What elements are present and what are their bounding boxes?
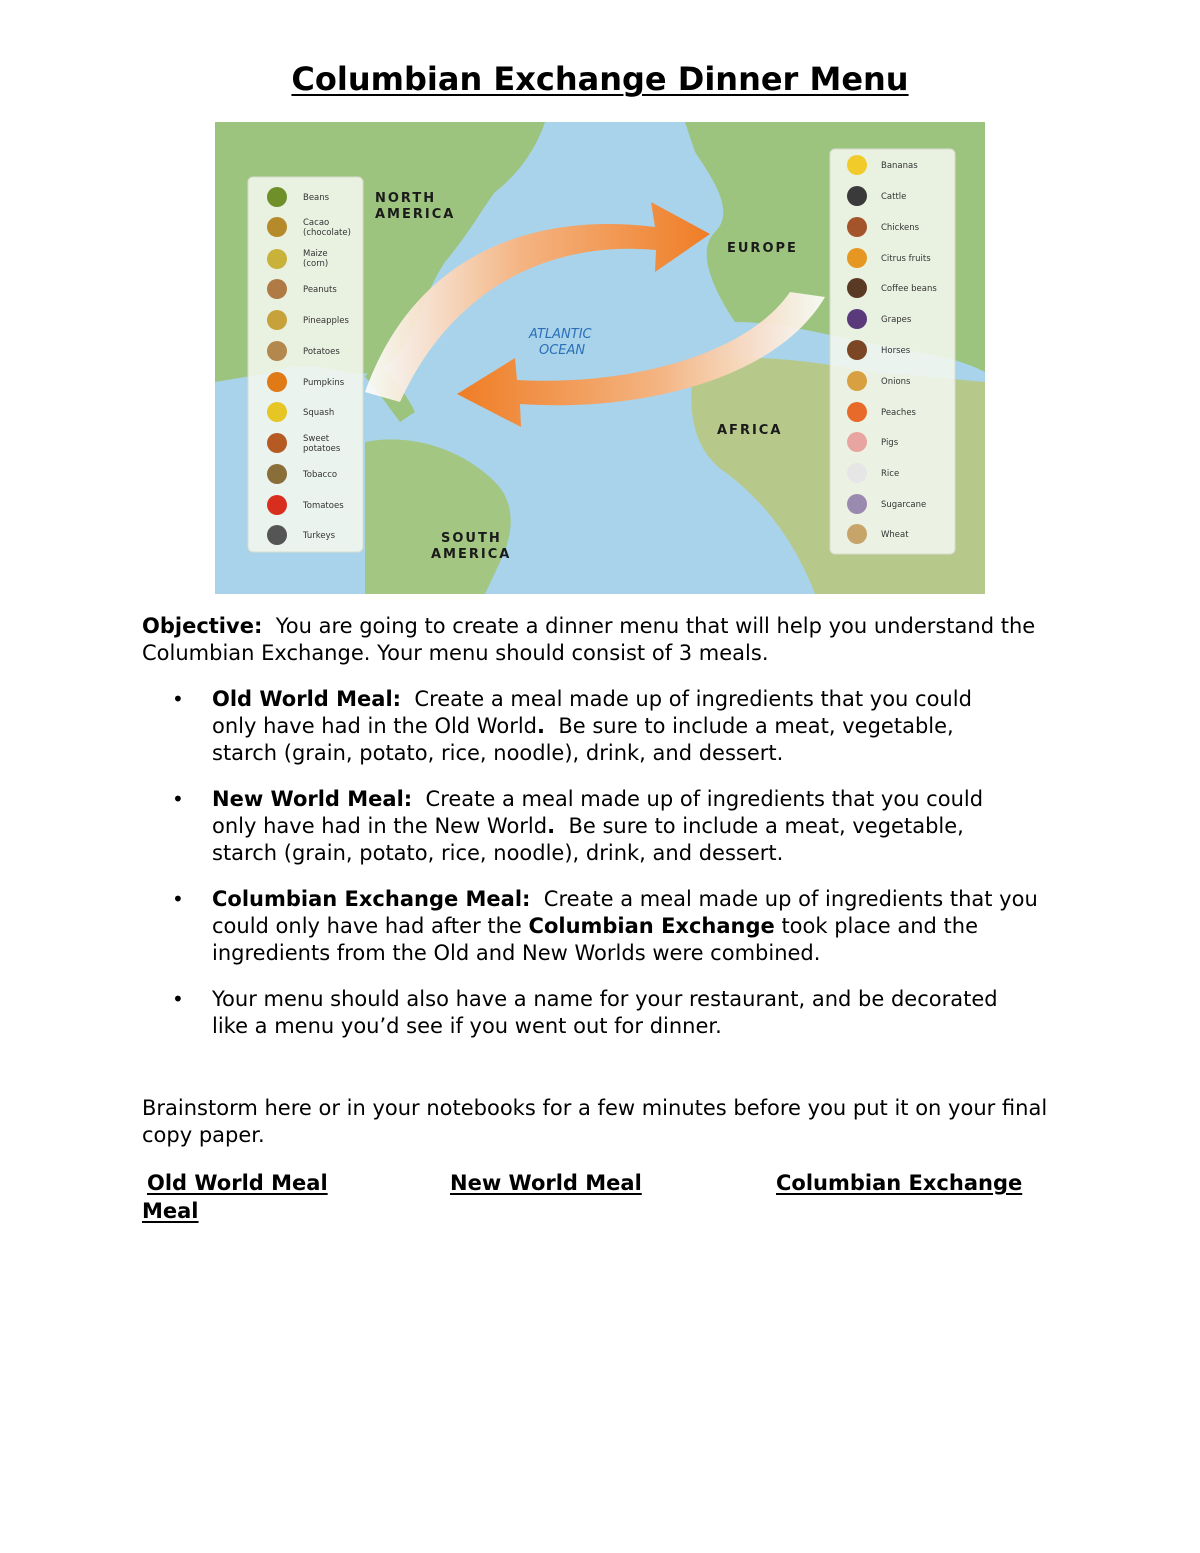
list-item-new-world: [142, 786, 1012, 867]
horse-icon: [847, 340, 867, 360]
food-label: Turkeys: [303, 531, 336, 541]
food-label: Beans: [303, 193, 330, 203]
food-label: Tomatoes: [303, 501, 344, 511]
objective-paragraph: [142, 613, 1062, 667]
region-label-north: NORTH: [375, 191, 437, 206]
column-heading-old-world: Old World Meal: [147, 1171, 328, 1195]
wheat-icon: [847, 524, 867, 544]
pig-icon: [847, 432, 867, 452]
sweet-potato-icon: [267, 433, 287, 453]
new-world-meal-requirements: Be sure to include a meat, vegetable, starch (grain, potato, rice, noodle), drink, and dessert.: [212, 814, 964, 865]
brainstorm-paragraph: Brainstorm here or in your notebooks for a few minutes before you put it on your final copy paper.: [142, 1096, 1048, 1147]
food-label: Sweet: [303, 434, 330, 444]
page-title: Columbian Exchange Dinner Menu: [291, 60, 909, 98]
old-world-meal-requirements: Be sure to include a meat, vegetable, starch (grain, potato, rice, noodle), drink, and dessert.: [212, 714, 954, 765]
exchange-meal-text: Create a meal made up of ingredients that you could only have had after the: [212, 887, 1038, 938]
tomato-icon: [267, 495, 287, 515]
region-label-europe: EUROPE: [727, 241, 798, 256]
food-label: (corn): [303, 259, 329, 269]
pumpkin-icon: [267, 372, 287, 392]
ocean-label-ocean: OCEAN: [539, 343, 586, 358]
food-label: Citrus fruits: [881, 254, 931, 264]
peanut-icon: [267, 279, 287, 299]
tobacco-icon: [267, 464, 287, 484]
food-label: Rice: [881, 469, 900, 479]
old-world-meal-text: Create a meal made up of ingredients that you could only have had in the Old World: [212, 687, 972, 738]
food-label: Squash: [303, 408, 335, 418]
new-world-meal-period: .: [547, 814, 556, 838]
objective-text: You are going to create a dinner menu that will help you understand the Columbian Exchange. Your menu should consist of 3 meals.: [142, 614, 1036, 665]
region-label-africa: AFRICA: [717, 423, 783, 438]
list-item-old-world: [142, 686, 1012, 767]
column-heading-exchange-meal: Meal: [142, 1199, 199, 1223]
food-label: Wheat: [881, 530, 909, 540]
pineapple-icon: [267, 310, 287, 330]
cattle-icon: [847, 186, 867, 206]
food-label: Pineapples: [303, 316, 349, 326]
citrus-icon: [847, 248, 867, 268]
food-label: Pumpkins: [303, 378, 345, 388]
region-label-south-america: AMERICA: [431, 547, 512, 562]
exchange-meal-label: Columbian Exchange Meal:: [212, 887, 531, 911]
food-label: Potatoes: [303, 347, 340, 357]
list-item-columbian-exchange: [142, 886, 1042, 967]
food-label: Chickens: [881, 223, 920, 233]
food-label: Maize: [303, 249, 328, 259]
food-label: Bananas: [881, 161, 918, 171]
grapes-icon: [847, 309, 867, 329]
meal-instructions-list: [142, 686, 1062, 1059]
food-label: Coffee beans: [881, 284, 937, 294]
column-heading-exchange: Columbian Exchange: [776, 1171, 1023, 1195]
rice-icon: [847, 463, 867, 483]
coffee-beans-icon: [847, 278, 867, 298]
onion-icon: [847, 371, 867, 391]
beans-icon: [267, 187, 287, 207]
potato-icon: [267, 341, 287, 361]
cacao-icon: [267, 217, 287, 237]
new-world-meal-label: New World Meal:: [212, 787, 413, 811]
turkey-icon: [267, 525, 287, 545]
food-label: potatoes: [303, 444, 341, 454]
exchange-meal-text-cont: took place and the ingredients from the Old and New Worlds were combined.: [212, 914, 979, 965]
food-label: Peanuts: [303, 285, 337, 295]
columbian-exchange-map: [215, 122, 985, 594]
ocean-label-atlantic: ATLANTIC: [529, 327, 592, 342]
map-illustration: [215, 122, 985, 594]
exchange-meal-emphasis: Columbian Exchange: [528, 914, 775, 938]
food-label: Sugarcane: [881, 500, 927, 510]
food-label: Peaches: [881, 408, 916, 418]
old-world-meal-label: Old World Meal:: [212, 687, 402, 711]
banana-icon: [847, 155, 867, 175]
column-heading-new-world: New World Meal: [450, 1171, 642, 1195]
chicken-icon: [847, 217, 867, 237]
squash-icon: [267, 402, 287, 422]
objective-label: Objective:: [142, 614, 263, 638]
peach-icon: [847, 402, 867, 422]
restaurant-name-text: Your menu should also have a name for your restaurant, and be decorated like a menu you’d see if you went out for dinner.: [212, 987, 998, 1038]
food-label: Pigs: [881, 438, 899, 448]
food-label: Grapes: [881, 315, 912, 325]
list-item-restaurant-name: [142, 986, 1012, 1040]
new-world-meal-text: Create a meal made up of ingredients that you could only have had in the New World: [212, 787, 984, 838]
food-label: Tobacco: [303, 470, 338, 480]
food-label: Horses: [881, 346, 911, 356]
food-label: Cacao: [303, 218, 330, 228]
food-label: Onions: [881, 377, 911, 387]
corn-icon: [267, 249, 287, 269]
old-world-meal-period: .: [537, 714, 545, 738]
sugarcane-icon: [847, 494, 867, 514]
food-label: (chocolate): [303, 228, 351, 238]
food-label: Cattle: [881, 192, 907, 202]
region-label-america: AMERICA: [375, 207, 456, 222]
region-label-south: SOUTH: [441, 531, 502, 546]
